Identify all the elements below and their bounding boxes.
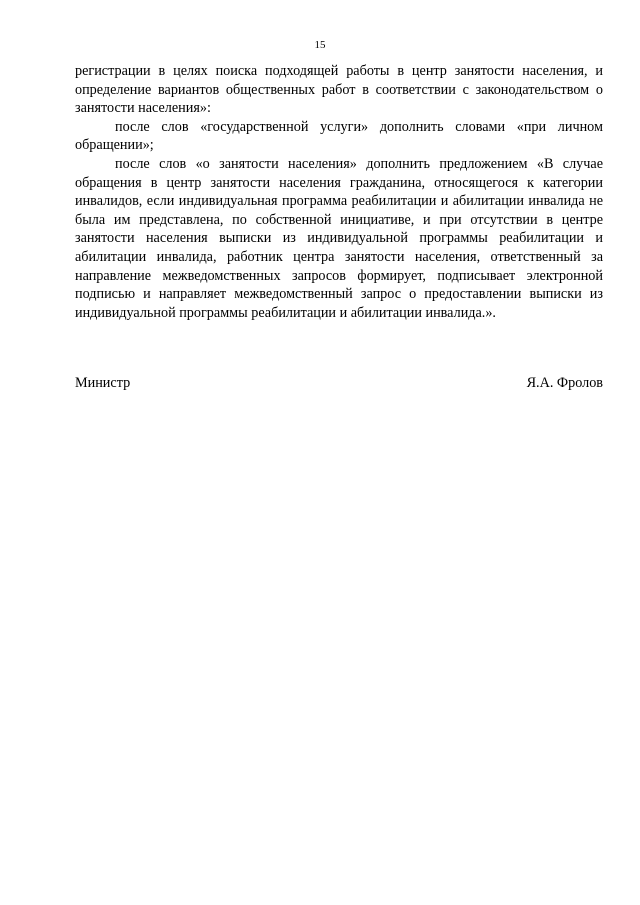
document-body xyxy=(75,62,603,322)
signatory-title: Министр xyxy=(75,375,131,391)
signatory-name: Я.А. Фролов xyxy=(526,375,603,391)
page-number: 15 xyxy=(314,39,326,51)
paragraph-continuation: регистрации в целях поиска подходящей работы в центр занятости населения, и определение вариантов общественных работ в соответствии с законодательством о занятости населения»: xyxy=(75,63,603,117)
paragraph-amendment-2: после слов «о занятости населения» дополнить предложением «В случае обращения в центр занятости населения гражданина, относящегося к категории инвалидов, если индивидуальная программа реабилитации и абилитации инвалида не была им представлена, по собственной инициативе, и при отсутствии в центре занятости населения выписки из индивидуальной программы реабилитации и абилитации инвалида, работник центра занятости населения, ответственный за направление межведомственных запросов формирует, подписывает электронной подписью и направляет межведомственный запрос о предоставлении выписки из индивидуальной программы реабилитации и абилитации инвалида.». xyxy=(75,155,603,321)
paragraph-amendment-1: после слов «государственной услуги» дополнить словами «при личном обращении»; xyxy=(75,118,603,154)
